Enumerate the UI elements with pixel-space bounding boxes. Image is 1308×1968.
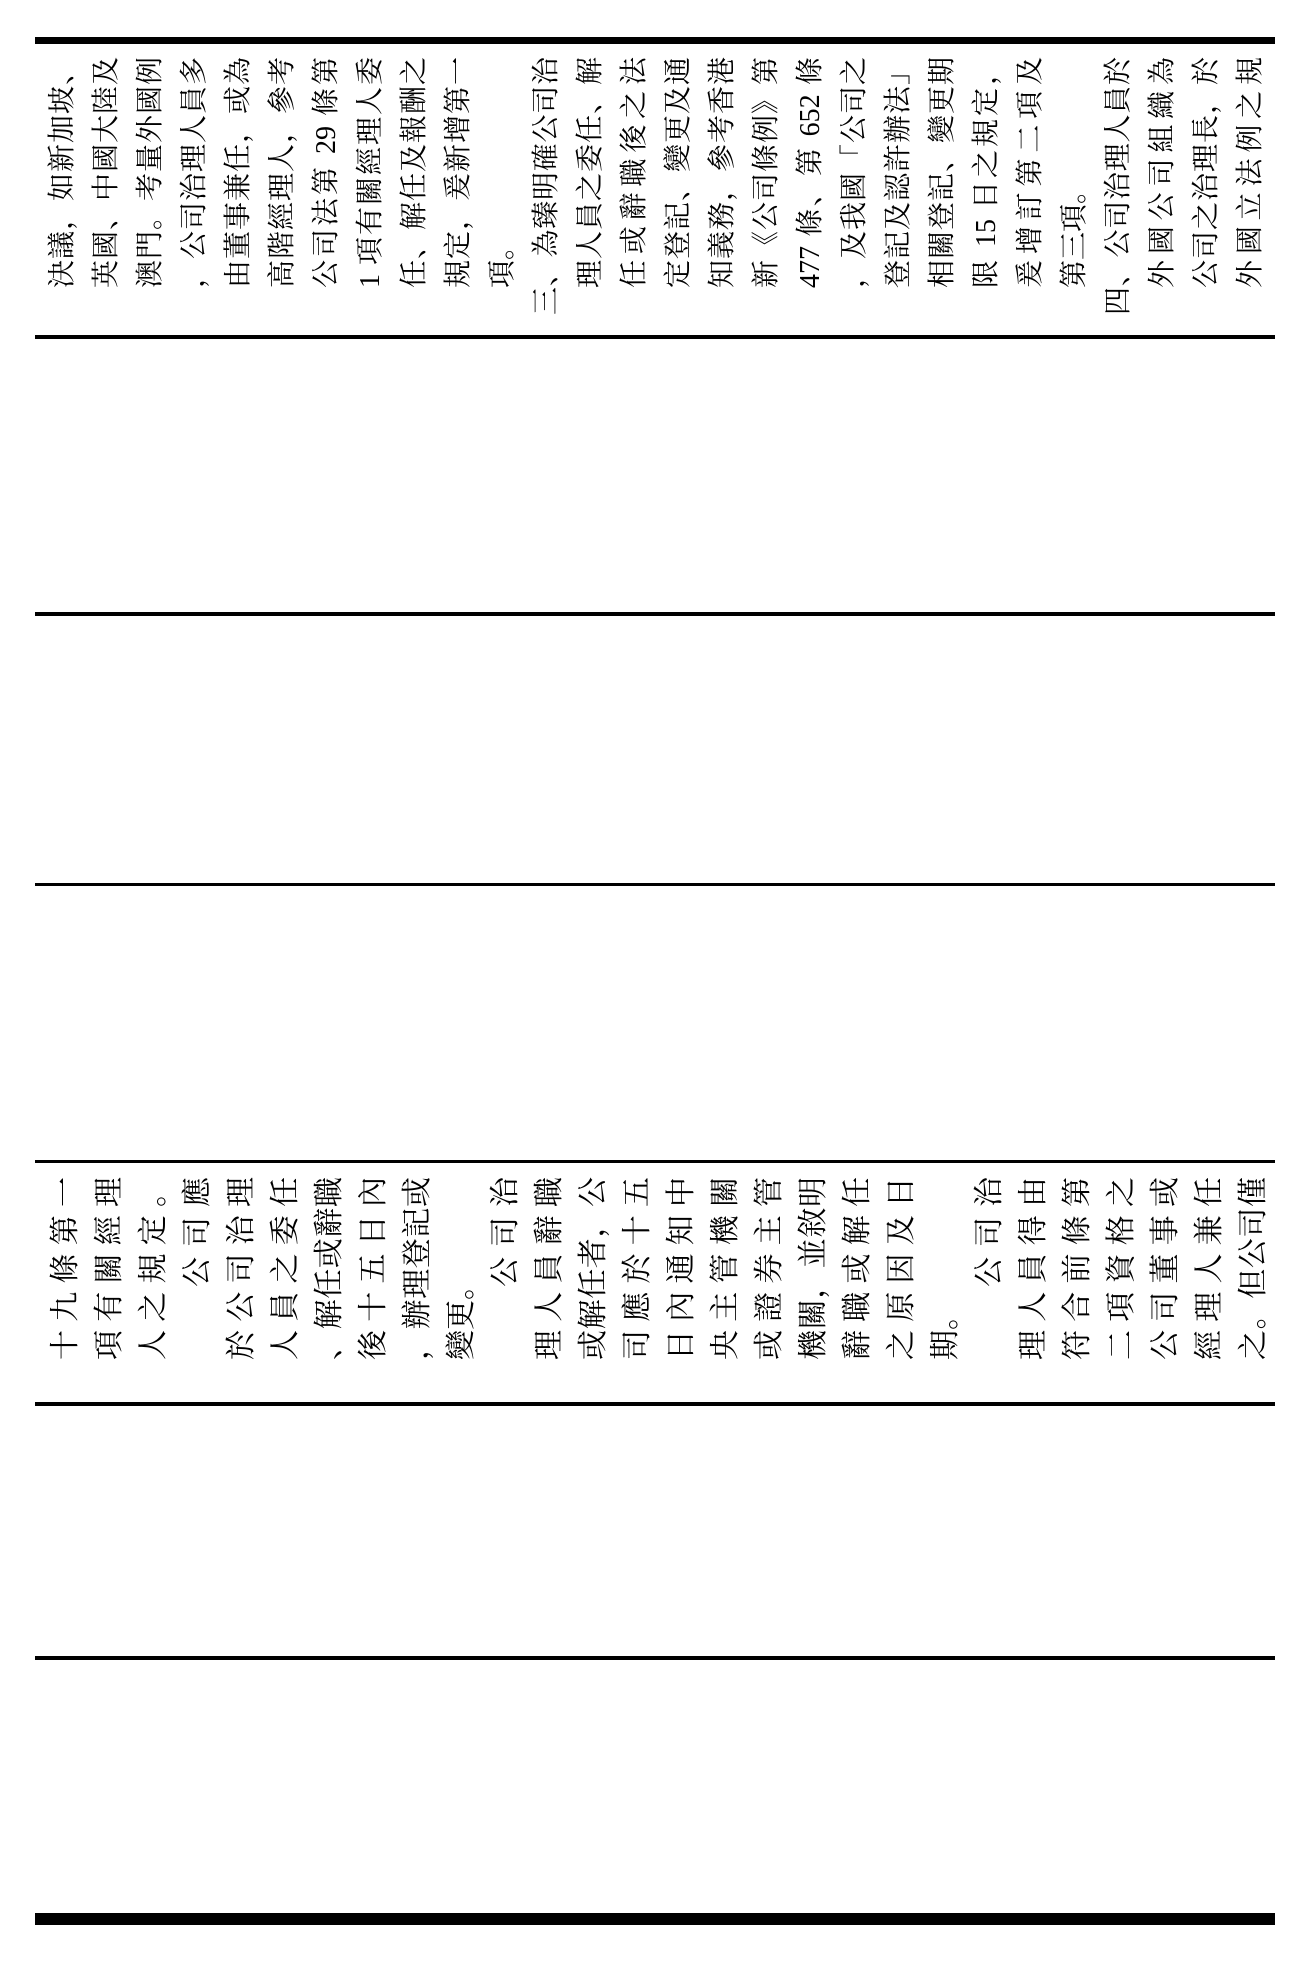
text-line: ，及我國「公司之 bbox=[839, 57, 870, 288]
column-divider-5 bbox=[35, 612, 1275, 616]
text-line: 477 條、第 652 條 bbox=[795, 57, 826, 288]
column-divider-6 bbox=[35, 335, 1275, 339]
text-line: 任或辭職後之法 bbox=[619, 57, 650, 288]
text-line: 公司治 bbox=[489, 1177, 522, 1287]
text-line: 經理人兼任 bbox=[1193, 1177, 1226, 1360]
text-line: 限 15 日之規定， bbox=[971, 57, 1002, 288]
text-line: 爰增訂第二項及 bbox=[1015, 57, 1046, 288]
column-divider-1 bbox=[35, 1656, 1275, 1660]
text-line: 外國公司組織為 bbox=[1147, 57, 1178, 288]
text-line: 或證券主管 bbox=[753, 1177, 786, 1360]
text-line: 機關，並敘明 bbox=[797, 1177, 830, 1360]
text-line: 理人員辭職 bbox=[533, 1177, 566, 1360]
table-outer-border-top bbox=[35, 37, 1275, 44]
text-line: 司應於十五 bbox=[621, 1177, 654, 1360]
text-line: 澳門。考量外國例 bbox=[135, 57, 166, 288]
text-line: 決議，如新加坡、 bbox=[47, 57, 78, 288]
text-line: 變更。 bbox=[445, 1270, 478, 1360]
text-line: 或解任者，公 bbox=[577, 1177, 610, 1360]
text-line: 二項資格之 bbox=[1105, 1177, 1138, 1360]
text-line: 三、為臻明確公司治 bbox=[531, 57, 562, 315]
text-line: 後十五日內 bbox=[357, 1177, 390, 1360]
text-line: 公司董事或 bbox=[1149, 1177, 1182, 1360]
explanation-text-cell bbox=[47, 57, 1279, 315]
text-line: 之。但公司僅 bbox=[1237, 1177, 1270, 1360]
text-line: 公司之治理長，於 bbox=[1191, 57, 1222, 288]
text-line: 四、公司治理人員於 bbox=[1103, 57, 1134, 315]
text-line: 1 項有關經理人委 bbox=[355, 57, 386, 288]
text-line: 之原因及日 bbox=[885, 1177, 918, 1360]
text-line: 定登記、變更及通 bbox=[663, 57, 694, 288]
text-line: 新《公司條例》第 bbox=[751, 57, 782, 288]
text-line: 高階經理人，參考 bbox=[267, 57, 298, 288]
text-line: 央主管機關 bbox=[709, 1177, 742, 1360]
text-line: 第三項。 bbox=[1059, 175, 1090, 288]
text-line: 規定，爰新增第一 bbox=[443, 57, 474, 288]
text-line: 任、解任及報酬之 bbox=[399, 57, 430, 288]
text-line: 項有關經理 bbox=[93, 1177, 126, 1360]
text-line: 期。 bbox=[929, 1300, 962, 1360]
column-divider-2 bbox=[35, 1402, 1275, 1406]
table-outer-border-bottom bbox=[35, 1913, 1275, 1925]
text-line: 於公司治理 bbox=[225, 1177, 258, 1360]
text-line: 、解任或辭職 bbox=[313, 1177, 346, 1360]
text-line: 公司治 bbox=[973, 1177, 1006, 1287]
text-line: ，公司治理人員多 bbox=[179, 57, 210, 288]
text-line: 項。 bbox=[487, 231, 518, 288]
text-line: 外國立法例之規 bbox=[1235, 57, 1266, 288]
text-line: 十九條第一 bbox=[49, 1177, 82, 1360]
text-line: 符合前條第 bbox=[1061, 1177, 1094, 1360]
text-line: 辭職或解任 bbox=[841, 1177, 874, 1360]
text-line: 由董事兼任，或為 bbox=[223, 57, 254, 288]
statute-text-cell bbox=[50, 1177, 1282, 1360]
column-divider-3 bbox=[35, 1160, 1275, 1163]
text-line: 知義務，參考香港 bbox=[707, 57, 738, 288]
text-line: 人之規定。 bbox=[137, 1177, 170, 1360]
text-line: 相關登記、變更期 bbox=[927, 57, 958, 288]
text-line: 人員之委任 bbox=[269, 1177, 302, 1360]
text-line: 登記及認許辦法」 bbox=[883, 57, 914, 288]
text-line: 公司應 bbox=[181, 1177, 214, 1287]
text-line: 日內通知中 bbox=[665, 1177, 698, 1360]
text-line: ，辦理登記或 bbox=[401, 1177, 434, 1360]
text-line: 英國、中國大陸及 bbox=[91, 57, 122, 288]
column-divider-4 bbox=[35, 883, 1275, 886]
text-line: 理人員得由 bbox=[1017, 1177, 1050, 1360]
text-line: 理人員之委任、解 bbox=[575, 57, 606, 288]
text-line: 公司法第 29 條第 bbox=[311, 57, 342, 288]
rotated-table bbox=[35, 37, 1275, 1925]
